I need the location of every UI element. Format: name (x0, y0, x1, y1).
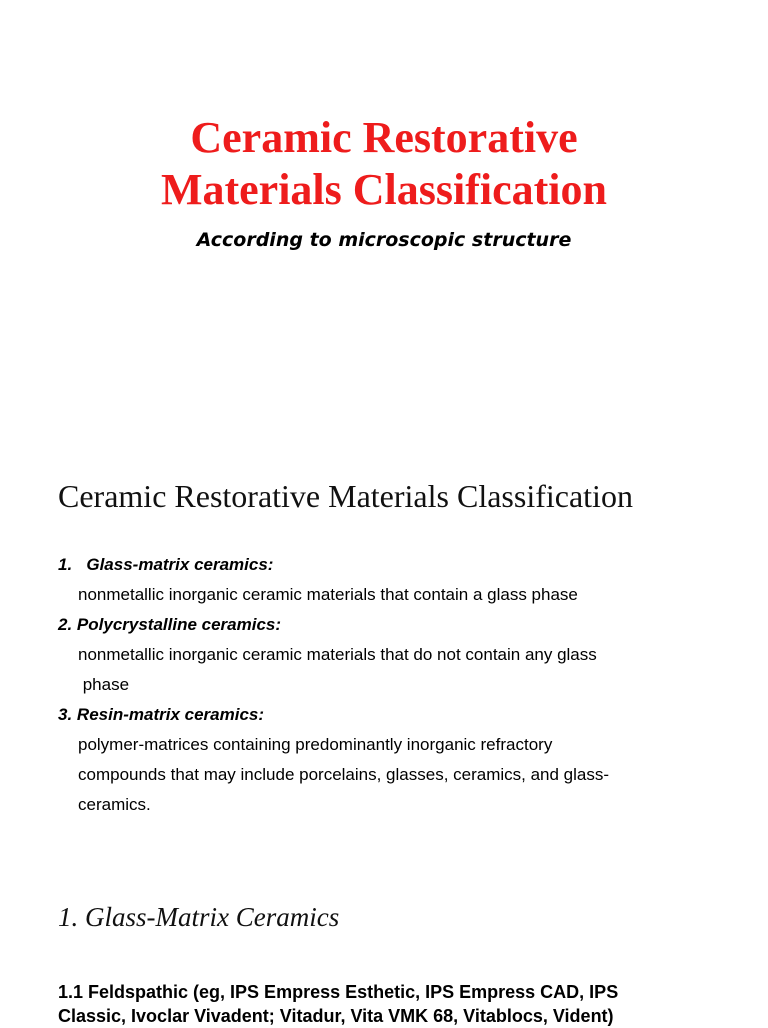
slide-title-line-2: Materials Classification (160, 165, 608, 214)
list-item-description-line: phase (78, 675, 130, 694)
glass-matrix-body-line-2: Classic, Ivoclar Vivadent; Vitadur, Vita VMK 68, Vitablocs, Vident) (58, 1006, 614, 1026)
slide-title-line-1: Ceramic Restorative (190, 113, 578, 162)
list-item-label (58, 550, 708, 580)
list-item-title: Glass-matrix ceramics: (86, 555, 274, 574)
list-item-description-line: nonmetallic inorganic ceramic materials that do not contain any glass (78, 645, 597, 664)
list-item-label (58, 610, 708, 640)
list-item-label (58, 700, 708, 730)
list-item-description (58, 730, 708, 820)
list-item-description-line: polymer-matrices containing predominantly inorganic refractory (78, 735, 553, 754)
glass-matrix-slide (0, 860, 768, 1024)
list-item-number: 2. (58, 615, 73, 634)
list-item (58, 700, 708, 820)
list-item (58, 550, 708, 610)
list-item-description (58, 580, 708, 610)
list-item-number: 1. (58, 555, 73, 574)
list-item-title: Resin-matrix ceramics: (76, 705, 265, 724)
classification-list (58, 550, 708, 820)
glass-matrix-heading: 1. Glass-Matrix Ceramics (58, 902, 340, 932)
title-slide (0, 0, 768, 420)
list-item-description (58, 640, 708, 700)
slide-subtitle: According to microscopic structure (196, 229, 572, 251)
list-item-description-line: nonmetallic inorganic ceramic materials that contain a glass phase (78, 585, 578, 604)
slide-title (0, 112, 768, 216)
glass-matrix-body (58, 980, 618, 1028)
classification-slide (0, 420, 768, 860)
list-item (58, 610, 708, 700)
list-item-description-line: compounds that may include porcelains, glasses, ceramics, and glass- (78, 765, 610, 784)
glass-matrix-body-line-1: 1.1 Feldspathic (eg, IPS Empress Esthetic, IPS Empress CAD, IPS (58, 982, 619, 1002)
list-item-description-line: ceramics. (78, 795, 151, 814)
list-item-title: Polycrystalline ceramics: (76, 615, 282, 634)
list-item-number: 3. (58, 705, 73, 724)
classification-heading: Ceramic Restorative Materials Classification (58, 478, 633, 514)
